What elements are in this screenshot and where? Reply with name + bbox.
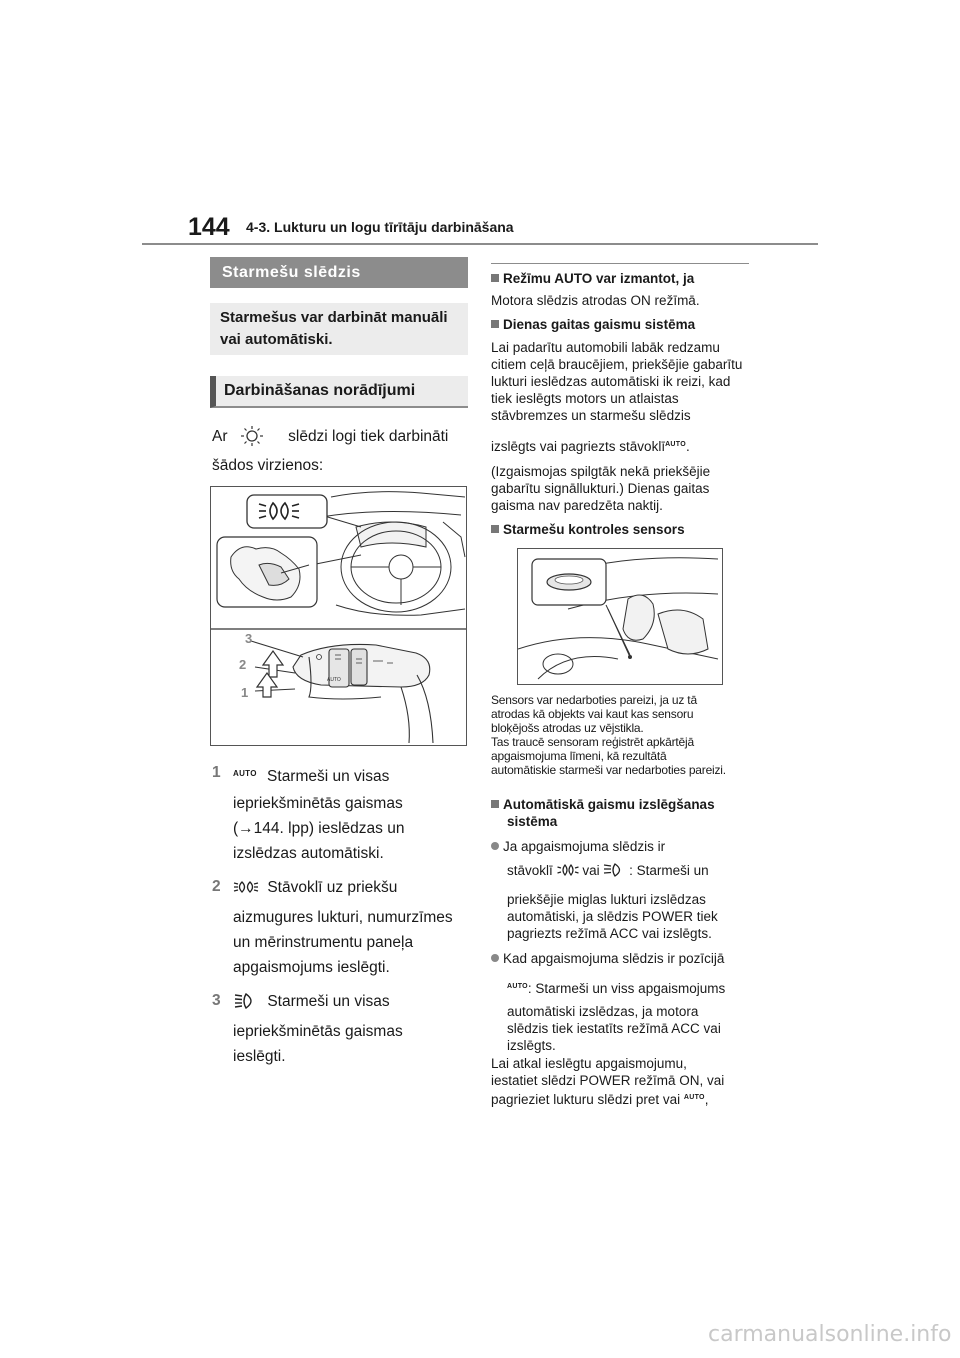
subheading: Darbināšanas norādījumi [210,376,468,408]
sensor-figure [517,548,723,685]
caption-line-2: atrodas kā objekts vai kaut kas sensoru [491,707,694,721]
item-1-line-1: $^{AUTO}$ Starmeši un visas [233,768,390,785]
item-2-line-2: aizmugures lukturi, numurzīmes [233,909,453,926]
item-1-line-3: (→144. lpp) ieslēdzas un [233,820,405,837]
drl-line-3: lukturi ieslēdzas automātiski ik reizi, kad [491,374,731,389]
auto-icon: AUTO [233,769,257,778]
drl-note-line-3: gaisma nav paredzēta naktij. [491,498,663,513]
caption-line-1: Sensors var nedarboties pareizi, ja uz tā [491,693,697,707]
bullet-2-line-4: slēdzis tiek iestatīts režīmā ACC vai [507,1021,721,1036]
bullet-2-line-1: Kad apgaismojuma slēdzis ir pozīcijā [491,950,724,967]
auto-icon: AUTO [665,441,686,448]
tail-light-icon [557,864,579,876]
bullet-1-line-1: Ja apgaismojuma slēdzis ir [491,838,665,855]
para-start: Ar [212,428,228,445]
bullet-1-line-5: pagriezts režīmā ACC vai izslēgts. [507,926,712,941]
bullet-1-line-4: automātiski, ja slēdzis POWER tiek [507,909,718,924]
heading-auto-off-2: sistēma [507,814,558,829]
page-number: 144 [188,213,230,241]
bullet-dot [491,842,499,850]
drl-line-6: izslēgts vai pagriezts stāvoklī$^{AUTO}$. [491,439,690,454]
item-2-line-1: Stāvoklī uz priekšu [233,876,397,900]
para-end: slēdzi logi tiek darbināti [288,428,449,445]
figure-label-3: 3 [245,631,253,646]
section-title: 4-3. Lukturu un logu tīrītāju darbināšana [246,219,514,235]
caption-line-4: Tas traucē sensoram reģistrēt apkārtējā [491,735,694,749]
item-1-line-2: iepriekšminētās gaismas [233,795,403,812]
item-3-number: 3 [212,992,221,1009]
item-1-number: 1 [212,764,221,781]
headlight-switch-figure [210,486,467,746]
bullet-1-line-3: priekšējie miglas lukturi izslēdzas [507,892,706,907]
final-line-2: iestatiet slēdzi POWER režīmā ON, vai [491,1073,725,1088]
drl-note-line-2: gabarītu signāllukturi.) Dienas gaitas [491,481,710,496]
headlight-icon [603,862,625,878]
final-line-1: Lai atkal ieslēgtu apgaismojumu, [491,1056,687,1071]
figure-label-2: 2 [239,657,247,672]
bullet-2-line-5: izslēgts. [507,1038,556,1053]
auto-icon: AUTO [507,983,528,990]
para-line-2: šādos virzienos: [212,457,324,474]
drl-line-5: stāvbremzes un starmešu slēdzis [491,408,691,423]
heading-auto-mode: Režīmu AUTO var izmantot, ja [491,270,694,287]
heading-auto-off: Automātiskā gaismu izslēgšanas [491,796,715,813]
drl-line-4: tiek ieslēgts motors un atlaistas [491,391,679,406]
auto-icon: AUTO [683,1094,705,1101]
bullet-2-line-3: automātiski izslēdzas, ja motora [507,1004,699,1019]
figure-label-1: 1 [241,685,249,700]
item-2-number: 2 [212,878,221,895]
watermark: carmanualsonline.info [708,1322,952,1347]
light-switch-icon [232,425,272,447]
caption-line-6: automātiskie starmeši var nedarboties pareizi. [491,763,726,777]
right-column-rule [491,263,749,264]
bullet-1-line-2: stāvoklī vai : Starmeši un [507,863,709,878]
item-3-line-3: ieslēgti. [233,1048,286,1065]
drl-line-1: Lai padarītu automobili labāk redzamu [491,340,720,355]
final-line-3: pagrieziet lukturu slēdzi pret vai $^{AUTO}$, [491,1092,709,1107]
item-3-line-2: iepriekšminētās gaismas [233,1023,403,1040]
item-3-line-1: Starmeši un visas [233,990,390,1014]
bullet-2-line-2: $^{AUTO}$: Starmeši un viss apgaismojums [507,981,726,996]
headlight-icon [233,992,257,1010]
item-2-line-4: apgaismojums ieslēgti. [233,959,390,976]
item-2-line-3: un mērinstrumentu paneļa [233,934,414,951]
header-divider [142,243,818,245]
drl-line-2: citiem ceļā braucējiem, priekšējie gabarītu [491,357,743,372]
heading-drl: Dienas gaitas gaismu sistēma [491,316,695,333]
caption-line-5: apgaismojuma līmeni, kā rezultātā [491,749,667,763]
caption-line-3: bloķējošs atrodas uz vējstikla. [491,721,644,735]
auto-mode-text: Motora slēdzis atrodas ON režīmā. [491,293,700,308]
para-line-1 [212,425,448,448]
drl-note-line-1: (Izgaismojas spilgtāk nekā priekšējie [491,464,711,479]
item-1-line-4: izslēdzas automātiski. [233,845,384,862]
tail-light-icon [233,880,259,894]
bullet-dot [491,954,499,962]
section-banner: Starmešu slēdzis [210,257,468,288]
stalk-auto-mark: AUTO [327,677,341,683]
intro-box: Starmešus var darbināt manuāli vai automātiski. [210,303,468,355]
heading-sensor: Starmešu kontroles sensors [491,521,685,538]
